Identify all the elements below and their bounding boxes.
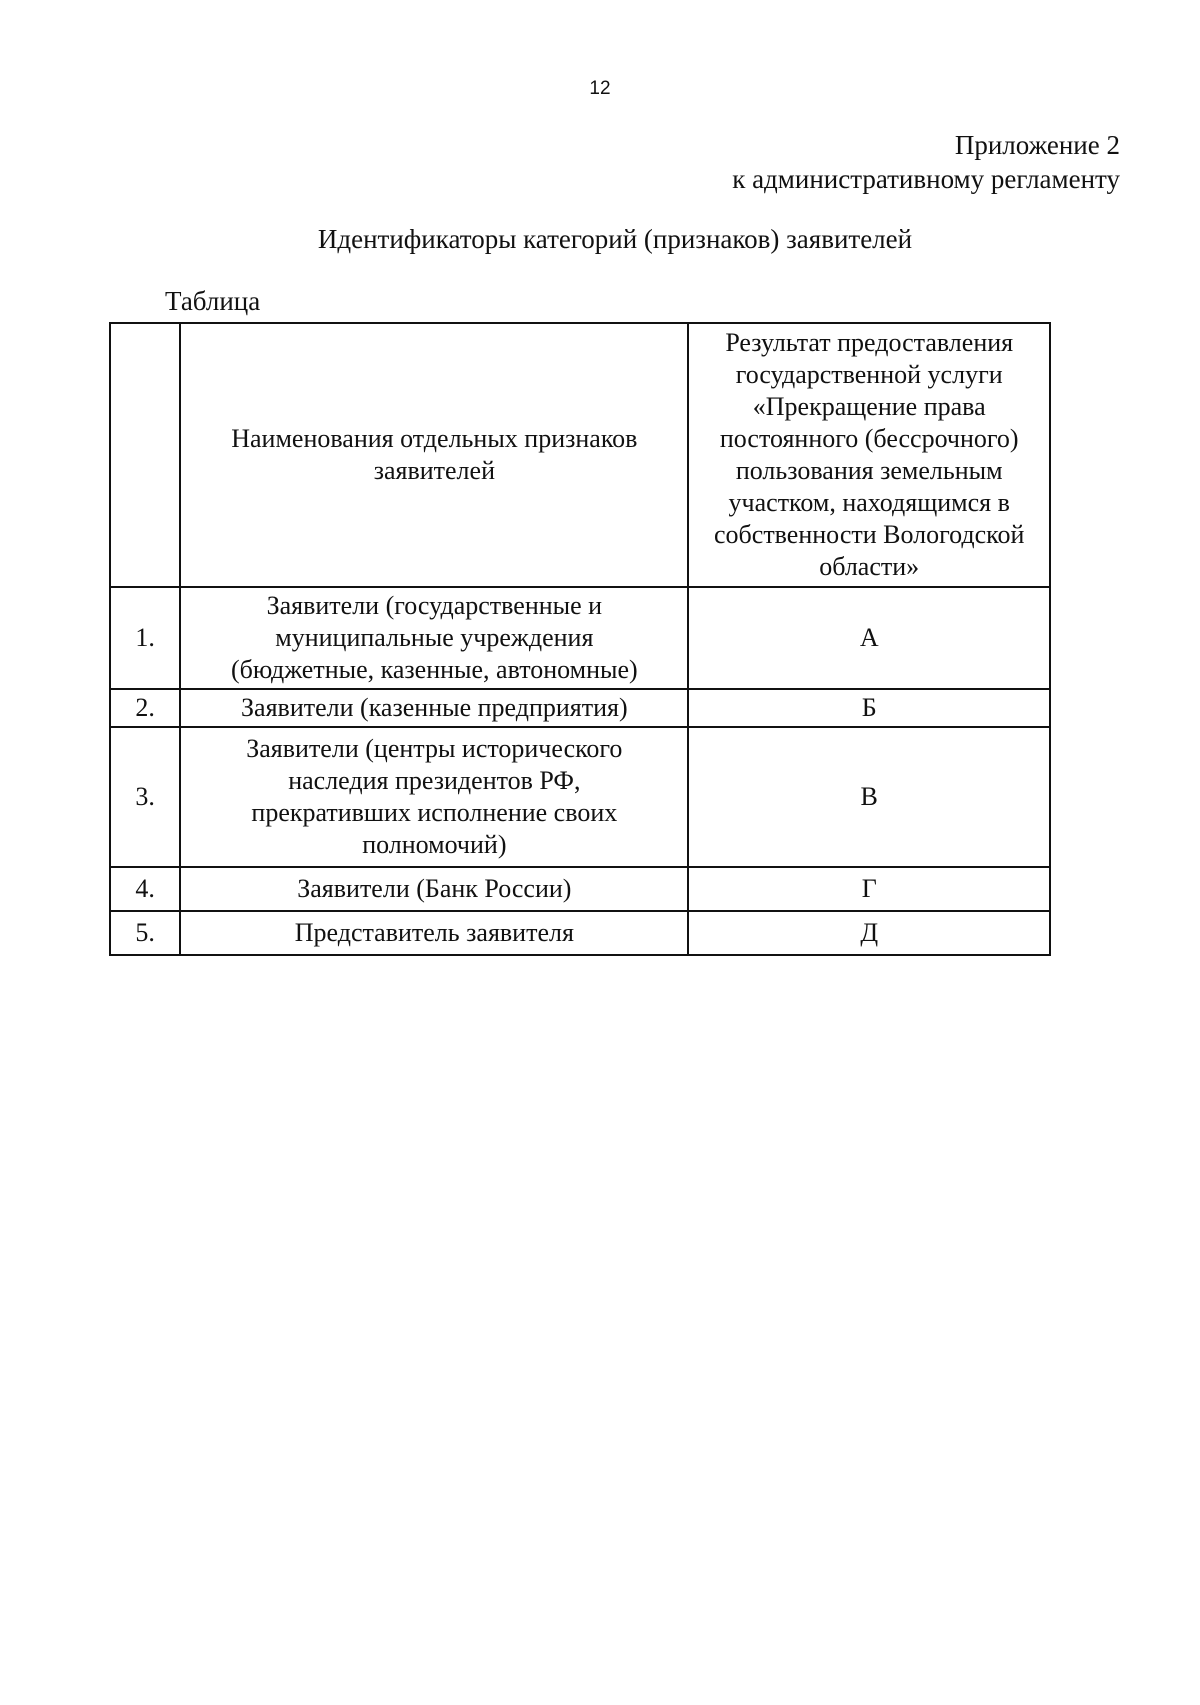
page-number: 12 [589, 78, 611, 99]
appendix-caption [732, 128, 1120, 196]
table-row [110, 911, 1050, 955]
table-row [110, 587, 1050, 689]
row-result-cell: Г [688, 867, 1050, 911]
row-result-cell: Д [688, 911, 1050, 955]
row-name-cell: Представитель заявителя [180, 911, 688, 955]
header-name-cell: Наименования отдельных признаков заявителей [180, 323, 688, 587]
appendix-line-1: Приложение 2 [954, 130, 1120, 160]
row-result-cell: А [688, 587, 1050, 689]
row-name-cell: Заявители (казенные предприятия) [180, 689, 688, 727]
document-title: Идентификаторы категорий (признаков) заявителей [317, 224, 913, 254]
table-row [110, 689, 1050, 727]
row-name-cell: Заявители (центры исторического наследия президентов РФ, прекративших исполнение своих полномочий) [180, 727, 688, 867]
row-result-cell: Б [688, 689, 1050, 727]
row-number-cell: 5. [110, 911, 180, 955]
row-number-cell: 4. [110, 867, 180, 911]
row-number-cell: 1. [110, 587, 180, 689]
table-header-row [110, 323, 1050, 587]
header-number-cell [110, 323, 180, 587]
header-result-cell: Результат предоставления государственной услуги «Прекращение права постоянного (бессрочного) пользования земельным участком, находящимся в собственности Вологодской области» [688, 323, 1050, 587]
row-name-cell: Заявители (государственные и муниципальные учреждения (бюджетные, казенные, автономные) [180, 587, 688, 689]
table-row [110, 867, 1050, 911]
table-row [110, 727, 1050, 867]
row-name-cell: Заявители (Банк России) [180, 867, 688, 911]
applicant-categories-table [109, 322, 1051, 956]
row-number-cell: 2. [110, 689, 180, 727]
row-number-cell: 3. [110, 727, 180, 867]
appendix-line-2: к административному регламенту [732, 164, 1120, 194]
row-result-cell: В [688, 727, 1050, 867]
table-label: Таблица [165, 286, 261, 316]
